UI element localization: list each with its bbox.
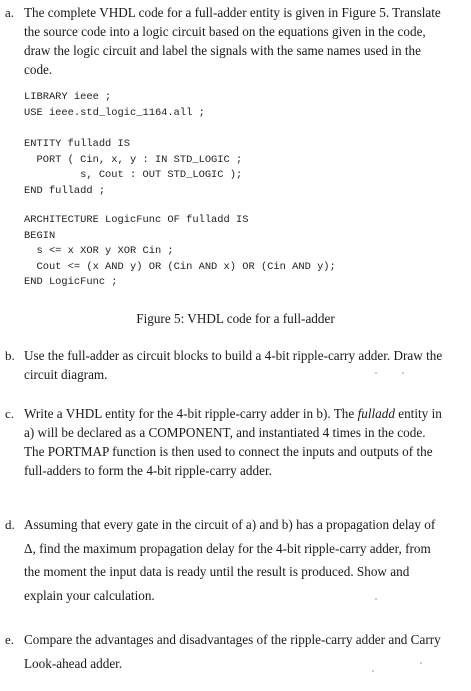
code-line: ARCHITECTURE LogicFunc OF fulladd IS	[24, 214, 249, 226]
question-d-text: Assuming that every gate in the circuit of a) and b) has a propagation delay of Δ, find the maximum propagation delay for the 4-bit ripple-carry adder, from the moment the input data is ready until the result is produced. Show and explain your calculation.	[24, 517, 436, 603]
code-line: PORT ( Cin, x, y : IN STD_LOGIC ;	[24, 153, 243, 166]
scan-speck	[375, 598, 377, 600]
code-line: BEGIN	[24, 229, 56, 242]
fulladd-italic: fulladd	[357, 406, 395, 421]
code-library-block	[24, 90, 205, 121]
code-line: END LogicFunc ;	[24, 276, 118, 289]
question-c-text-end: entity in a) will be declared as a COMPONENT, and instantiated 4 times in the code. The PORTMAP function is then used to connect the inputs and outputs of the full-adders to form the 4-bit ripple-carry adder.	[24, 406, 442, 478]
scan-speck	[420, 662, 422, 664]
code-line: s <= x XOR y XOR Cin ;	[24, 245, 174, 258]
scan-speck	[402, 372, 404, 374]
question-b-text: Use the full-adder as circuit blocks to build a 4-bit ripple-carry adder. Draw the circuit diagram.	[24, 348, 443, 382]
code-line: s, Cout : OUT STD_LOGIC );	[24, 169, 243, 182]
question-e-text: Compare the advantages and disadvantages of the ripple-carry adder and Carry Look-ahead adder.	[24, 632, 441, 671]
code-line: LIBRARY ieee ;	[24, 91, 112, 103]
code-line: USE ieee.std_logic_1164.all ;	[24, 106, 205, 119]
question-letter: a.	[5, 5, 15, 20]
scan-speck	[372, 670, 374, 672]
question-letter: c.	[5, 406, 15, 421]
code-entity-block	[24, 137, 242, 199]
question-letter: d.	[5, 517, 15, 532]
code-line: Cout <= (x AND y) OR (Cin AND x) OR (Cin AND y);	[24, 260, 336, 273]
scan-speck	[375, 372, 377, 374]
question-c-text	[24, 404, 444, 480]
question-letter: e.	[5, 632, 15, 647]
code-architecture-block	[24, 213, 336, 291]
question-a-text: The complete VHDL code for a full-adder entity is given in Figure 5. Translate the source code into a logic circuit based on the equations given in the code, draw the logic circuit and label the signals with the same names used in the code.	[24, 5, 441, 77]
code-line: ENTITY fulladd IS	[24, 138, 131, 150]
question-c-text-start: Write a VHDL entity for the 4-bit ripple-carry adder in b). The	[24, 406, 358, 421]
question-letter: b.	[5, 348, 15, 363]
figure-caption: Figure 5: VHDL code for a full-adder	[136, 311, 335, 326]
code-line: END fulladd ;	[24, 184, 106, 197]
